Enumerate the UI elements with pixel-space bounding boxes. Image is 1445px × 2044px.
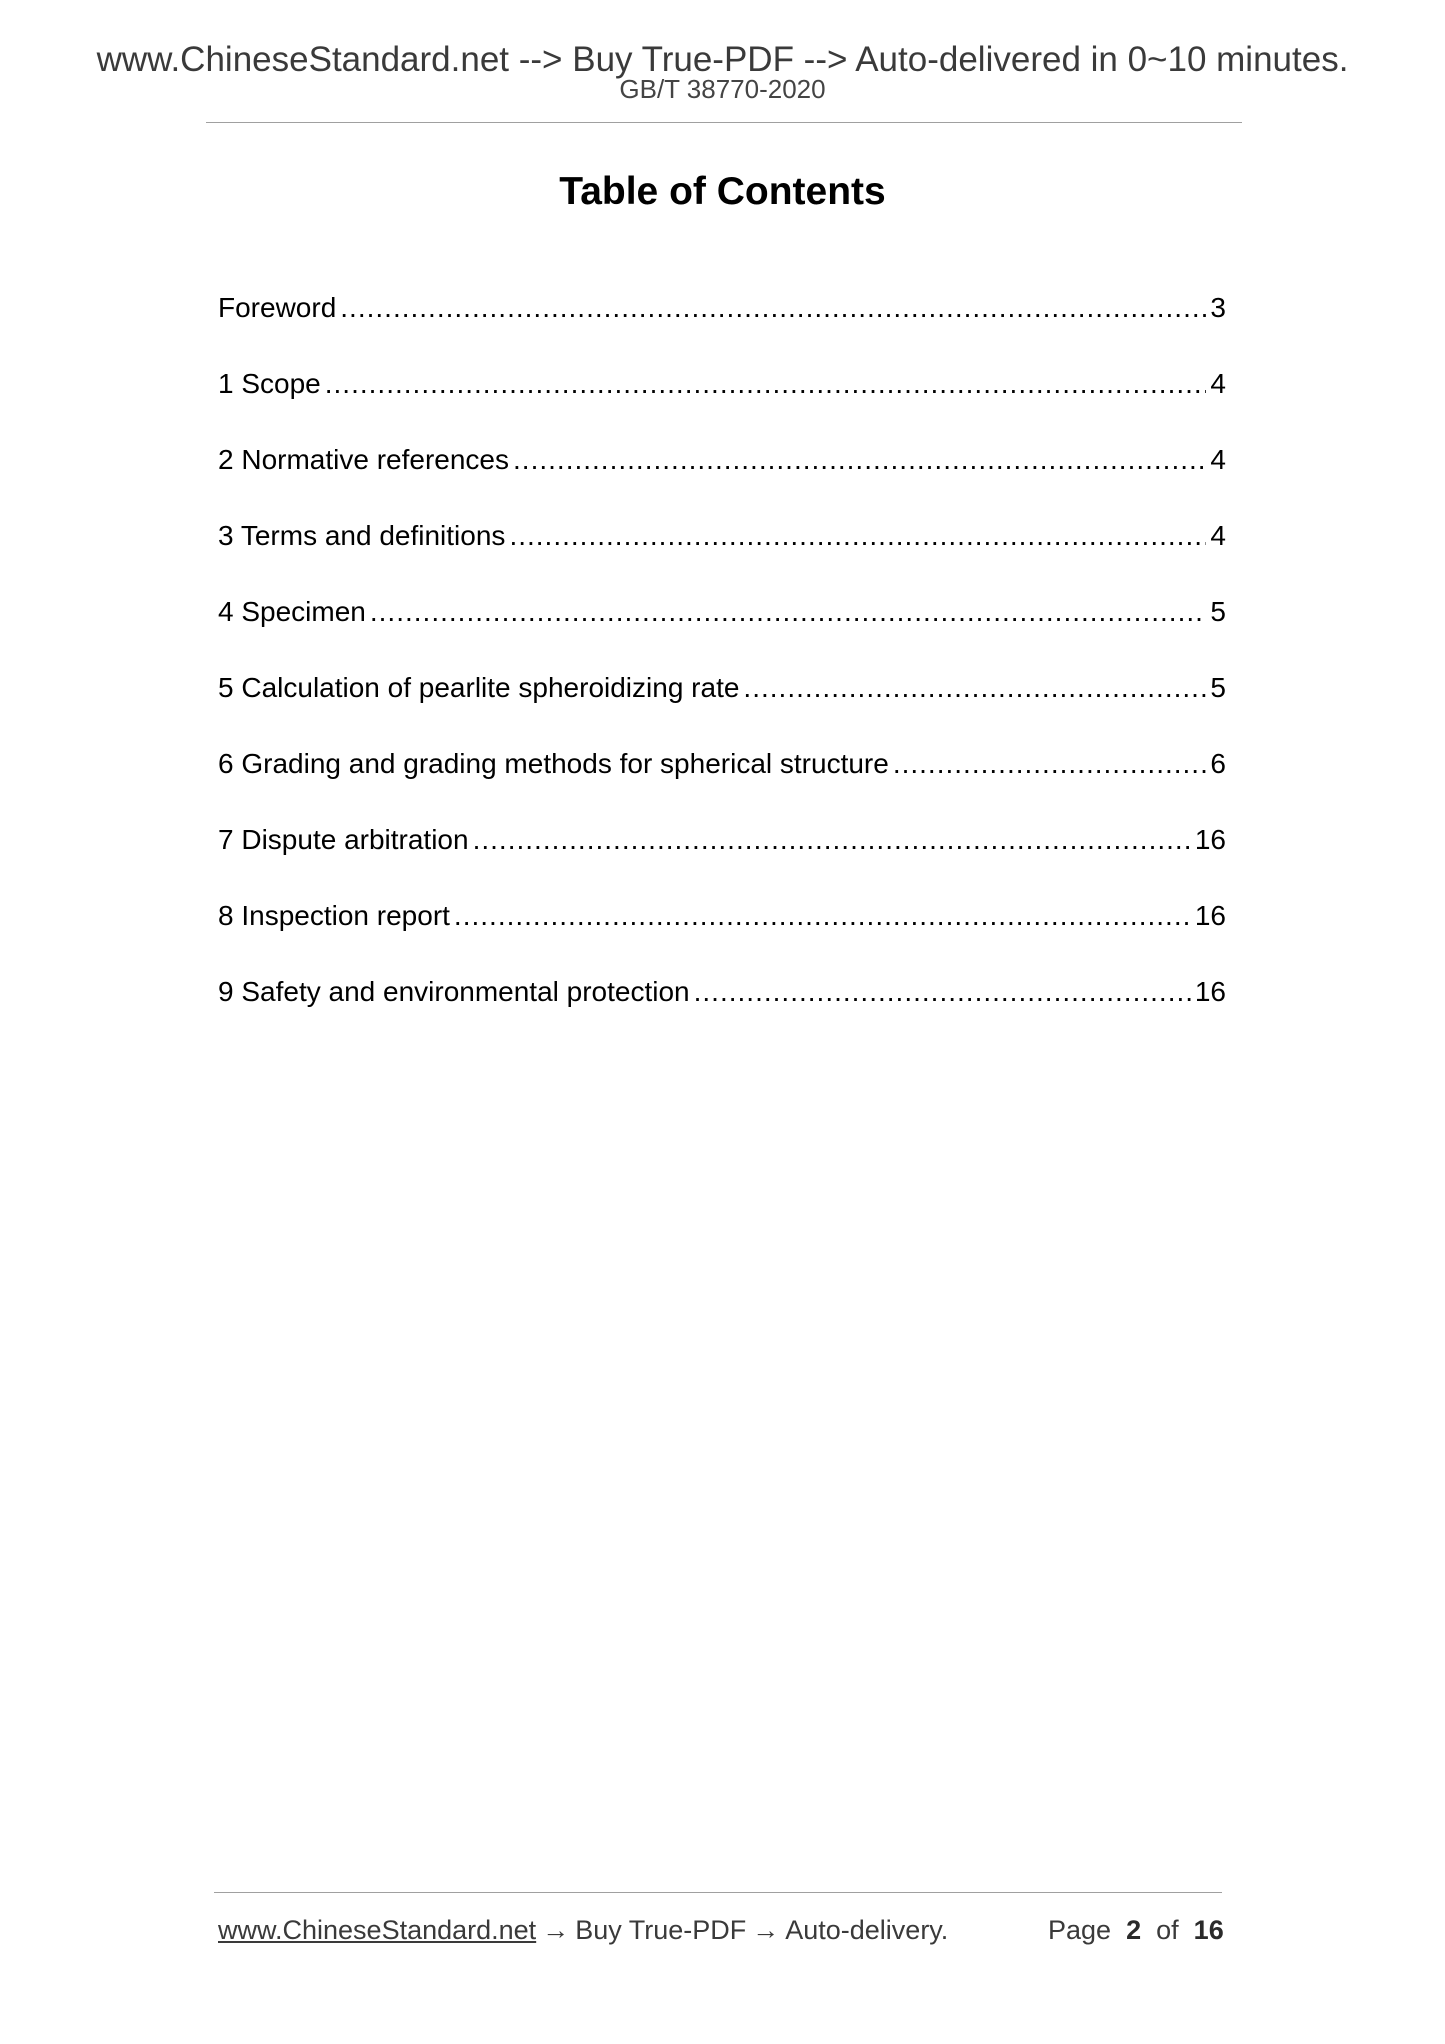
toc-dot-leader	[473, 818, 1191, 862]
toc-dot-leader	[694, 970, 1191, 1014]
toc-entry-normative-references[interactable]	[218, 438, 1226, 514]
page-total: 16	[1193, 1915, 1224, 1945]
page-number	[1048, 1910, 1224, 1950]
toc-entry-calculation[interactable]	[218, 666, 1226, 742]
toc-list	[218, 286, 1226, 1046]
toc-entry-page: 4	[1210, 520, 1226, 551]
toc-entry-inspection-report[interactable]	[218, 894, 1226, 970]
header-divider	[206, 122, 1242, 123]
toc-entry-page: 4	[1210, 368, 1226, 399]
footer-delivery-text: Auto-delivery.	[785, 1915, 949, 1945]
toc-entry-label: 9 Safety and environmental protection	[218, 976, 690, 1007]
toc-entry-grading[interactable]	[218, 742, 1226, 818]
page-current: 2	[1126, 1915, 1142, 1945]
toc-entry-safety[interactable]	[218, 970, 1226, 1046]
toc-entry-page: 4	[1210, 444, 1226, 475]
toc-entry-page: 5	[1210, 596, 1226, 627]
toc-dot-leader	[340, 286, 1206, 330]
page-word: Page	[1048, 1915, 1112, 1945]
toc-dot-leader	[370, 590, 1207, 634]
toc-entry-label: 8 Inspection report	[218, 900, 450, 931]
toc-entry-page: 5	[1210, 672, 1226, 703]
arrow-right-icon: →	[542, 1915, 570, 1945]
document-code: GB/T 38770-2020	[619, 74, 826, 104]
toc-entry-label: 5 Calculation of pearlite spheroidizing rate	[218, 672, 740, 703]
toc-title: Table of Contents	[559, 170, 886, 213]
toc-entry-label: 7 Dispute arbitration	[218, 824, 469, 855]
toc-entry-page: 16	[1194, 976, 1226, 1007]
of-word: of	[1156, 1915, 1179, 1945]
toc-entry-label: 6 Grading and grading methods for spherical structure	[218, 748, 889, 779]
toc-entry-specimen[interactable]	[218, 590, 1226, 666]
toc-entry-foreword[interactable]	[218, 286, 1226, 362]
toc-entry-dispute-arbitration[interactable]	[218, 818, 1226, 894]
toc-dot-leader	[454, 894, 1191, 938]
footer-divider	[214, 1892, 1222, 1893]
toc-entry-page: 6	[1210, 748, 1226, 779]
arrow-right-icon: →	[752, 1915, 780, 1945]
toc-dot-leader	[325, 362, 1207, 406]
toc-entry-label: 2 Normative references	[218, 444, 510, 475]
toc-entry-page: 16	[1194, 900, 1226, 931]
toc-entry-scope[interactable]	[218, 362, 1226, 438]
toc-entry-label: 1 Scope	[218, 368, 321, 399]
toc-dot-leader	[509, 514, 1206, 558]
footer-site-link[interactable]: www.ChineseStandard.net	[218, 1915, 537, 1945]
footer-promo	[218, 1910, 948, 1950]
toc-dot-leader	[513, 438, 1206, 482]
toc-dot-leader	[893, 742, 1207, 786]
toc-entry-page: 3	[1210, 292, 1226, 323]
toc-entry-label: 4 Specimen	[218, 596, 366, 627]
toc-entry-page: 16	[1194, 824, 1226, 855]
toc-dot-leader	[743, 666, 1206, 710]
toc-entry-label: 3 Terms and definitions	[218, 520, 506, 551]
page-footer	[218, 1910, 1226, 1950]
footer-buy-text: Buy True-PDF	[575, 1915, 747, 1945]
toc-entry-terms-and-definitions[interactable]	[218, 514, 1226, 590]
top-banner: www.ChineseStandard.net --> Buy True-PDF --> Auto-delivered in 0~10 minutes.	[96, 40, 1349, 79]
toc-entry-label: Foreword	[218, 292, 337, 323]
